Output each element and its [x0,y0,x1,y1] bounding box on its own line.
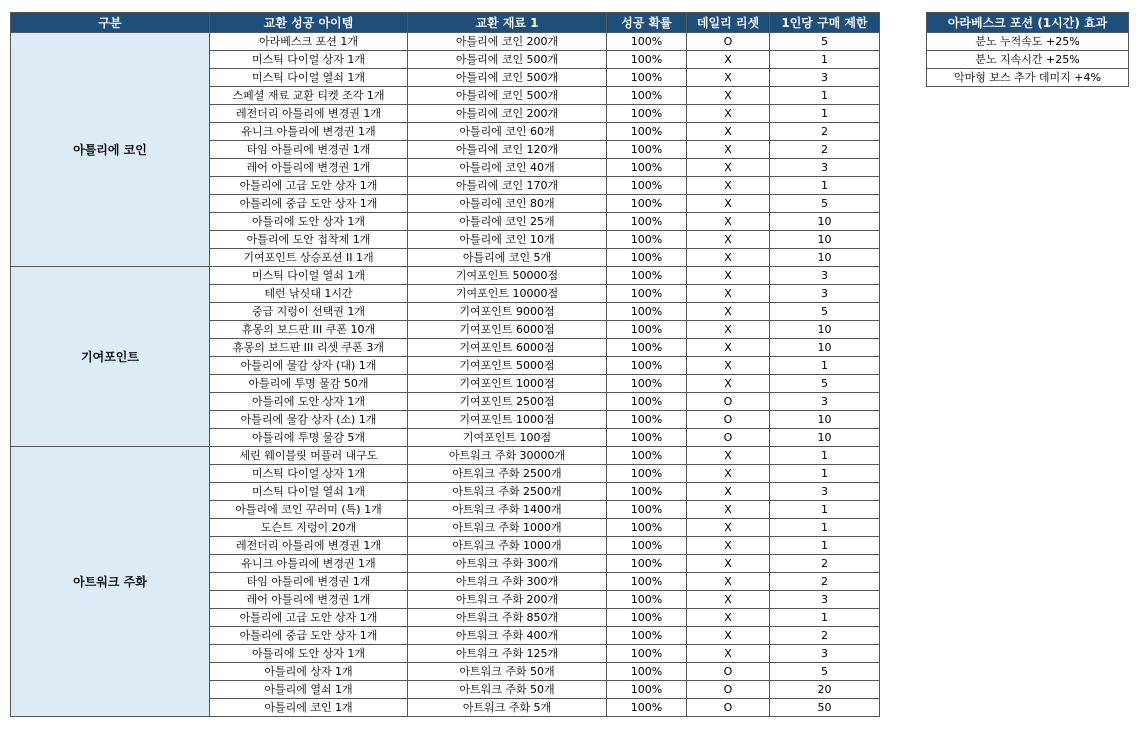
table-row [11,267,880,285]
daily-reset-cell: X [687,375,770,393]
exchange-item-cell: 테런 낚싯대 1시간 [210,285,408,303]
success-rate-cell: 100% [607,213,687,231]
success-rate-cell: 100% [607,177,687,195]
purchase-limit-cell: 1 [770,51,880,69]
purchase-limit-cell: 3 [770,591,880,609]
potion-effect-table [926,12,1129,87]
success-rate-cell: 100% [607,573,687,591]
success-rate-cell: 100% [607,501,687,519]
exchange-item-cell: 기여포인트 상승포션 II 1개 [210,249,408,267]
exchange-item-cell: 아틀리에 도안 접착제 1개 [210,231,408,249]
purchase-limit-cell: 10 [770,249,880,267]
potion-effect-header: 아라베스크 포션 (1시간) 효과 [927,13,1129,33]
success-rate-cell: 100% [607,519,687,537]
exchange-item-cell: 미스틱 다이얼 상자 1개 [210,465,408,483]
exchange-item-cell: 아틀리에 도안 상자 1개 [210,213,408,231]
potion-effect-row [927,69,1129,87]
exchange-item-cell: 레전더리 아틀리에 변경권 1개 [210,537,408,555]
purchase-limit-cell: 2 [770,555,880,573]
purchase-limit-cell: 10 [770,429,880,447]
material-cell: 아틀리에 코인 40개 [408,159,607,177]
daily-reset-cell: X [687,195,770,213]
material-cell: 기여포인트 100점 [408,429,607,447]
success-rate-cell: 100% [607,69,687,87]
purchase-limit-cell: 1 [770,357,880,375]
material-cell: 아틀리에 코인 200개 [408,105,607,123]
material-cell: 아틀리에 코인 10개 [408,231,607,249]
purchase-limit-cell: 3 [770,645,880,663]
exchange-item-cell: 아틀리에 코인 1개 [210,699,408,717]
material-cell: 기여포인트 6000점 [408,339,607,357]
exchange-item-cell: 스페셜 재료 교환 티켓 조각 1개 [210,87,408,105]
purchase-limit-cell: 3 [770,267,880,285]
success-rate-cell: 100% [607,321,687,339]
purchase-limit-cell: 3 [770,285,880,303]
daily-reset-cell: X [687,537,770,555]
material-cell: 아트워크 주화 1000개 [408,537,607,555]
purchase-limit-cell: 2 [770,573,880,591]
exchange-item-cell: 아틀리에 투명 물감 50개 [210,375,408,393]
exchange-item-cell: 유니크 아틀리에 변경권 1개 [210,555,408,573]
category-cell: 기여포인트 [11,267,210,447]
material-cell: 아틀리에 코인 500개 [408,69,607,87]
success-rate-cell: 100% [607,285,687,303]
daily-reset-cell: X [687,573,770,591]
purchase-limit-cell: 10 [770,339,880,357]
material-cell: 아틀리에 코인 80개 [408,195,607,213]
exchange-item-cell: 아틀리에 고급 도안 상자 1개 [210,609,408,627]
daily-reset-cell: X [687,645,770,663]
purchase-limit-cell: 5 [770,33,880,51]
potion-effect-row [927,51,1129,69]
daily-reset-cell: X [687,465,770,483]
purchase-limit-cell: 10 [770,213,880,231]
header-category: 구분 [11,13,210,33]
exchange-table [10,12,880,717]
material-cell: 아트워크 주화 300개 [408,555,607,573]
exchange-table-body [11,33,880,717]
header-exchange-item: 교환 성공 아이템 [210,13,408,33]
material-cell: 기여포인트 1000점 [408,375,607,393]
exchange-item-cell: 타임 아틀리에 변경권 1개 [210,573,408,591]
success-rate-cell: 100% [607,447,687,465]
potion-effect-cell: 분노 지속시간 +25% [927,51,1129,69]
success-rate-cell: 100% [607,33,687,51]
daily-reset-cell: X [687,177,770,195]
material-cell: 아틀리에 코인 5개 [408,249,607,267]
material-cell: 기여포인트 50000점 [408,267,607,285]
daily-reset-cell: X [687,69,770,87]
table-row [11,447,880,465]
success-rate-cell: 100% [607,627,687,645]
material-cell: 아트워크 주화 50개 [408,663,607,681]
exchange-item-cell: 미스틱 다이얼 열쇠 1개 [210,69,408,87]
daily-reset-cell: X [687,159,770,177]
daily-reset-cell: O [687,393,770,411]
exchange-item-cell: 아틀리에 중급 도안 상자 1개 [210,627,408,645]
exchange-item-cell: 레전더리 아틀리에 변경권 1개 [210,105,408,123]
success-rate-cell: 100% [607,591,687,609]
exchange-item-cell: 레어 아틀리에 변경권 1개 [210,591,408,609]
daily-reset-cell: X [687,357,770,375]
daily-reset-cell: X [687,501,770,519]
daily-reset-cell: X [687,51,770,69]
purchase-limit-cell: 1 [770,537,880,555]
potion-effect-body [927,33,1129,87]
success-rate-cell: 100% [607,483,687,501]
material-cell: 아트워크 주화 850개 [408,609,607,627]
daily-reset-cell: X [687,519,770,537]
category-cell: 아트워크 주화 [11,447,210,717]
purchase-limit-cell: 1 [770,447,880,465]
success-rate-cell: 100% [607,663,687,681]
daily-reset-cell: X [687,447,770,465]
material-cell: 아틀리에 코인 25개 [408,213,607,231]
material-cell: 아틀리에 코인 120개 [408,141,607,159]
material-cell: 아트워크 주화 200개 [408,591,607,609]
daily-reset-cell: O [687,663,770,681]
success-rate-cell: 100% [607,609,687,627]
material-cell: 아틀리에 코인 60개 [408,123,607,141]
success-rate-cell: 100% [607,393,687,411]
exchange-item-cell: 아라베스크 포션 1개 [210,33,408,51]
purchase-limit-cell: 5 [770,303,880,321]
material-cell: 아틀리에 코인 170개 [408,177,607,195]
header-success-rate: 성공 확률 [607,13,687,33]
daily-reset-cell: X [687,231,770,249]
purchase-limit-cell: 5 [770,663,880,681]
success-rate-cell: 100% [607,681,687,699]
daily-reset-cell: O [687,699,770,717]
material-cell: 기여포인트 2500점 [408,393,607,411]
material-cell: 아트워크 주화 30000개 [408,447,607,465]
exchange-item-cell: 휴몽의 보드판 III 리셋 쿠폰 3개 [210,339,408,357]
material-cell: 아트워크 주화 50개 [408,681,607,699]
material-cell: 아틀리에 코인 500개 [408,87,607,105]
exchange-item-cell: 아틀리에 물감 상자 (소) 1개 [210,411,408,429]
exchange-item-cell: 아틀리에 중급 도안 상자 1개 [210,195,408,213]
purchase-limit-cell: 5 [770,375,880,393]
purchase-limit-cell: 1 [770,519,880,537]
daily-reset-cell: X [687,609,770,627]
daily-reset-cell: X [687,249,770,267]
success-rate-cell: 100% [607,375,687,393]
success-rate-cell: 100% [607,411,687,429]
purchase-limit-cell: 3 [770,159,880,177]
header-purchase-limit: 1인당 구매 제한 [770,13,880,33]
daily-reset-cell: O [687,411,770,429]
success-rate-cell: 100% [607,303,687,321]
purchase-limit-cell: 1 [770,177,880,195]
success-rate-cell: 100% [607,645,687,663]
category-cell: 아틀리에 코인 [11,33,210,267]
daily-reset-cell: X [687,213,770,231]
purchase-limit-cell: 3 [770,393,880,411]
exchange-item-cell: 도슨트 지렁이 20개 [210,519,408,537]
success-rate-cell: 100% [607,105,687,123]
exchange-table-header-row [11,13,880,33]
success-rate-cell: 100% [607,195,687,213]
exchange-item-cell: 중급 지렁이 선택권 1개 [210,303,408,321]
exchange-item-cell: 미스틱 다이얼 열쇠 1개 [210,483,408,501]
success-rate-cell: 100% [607,429,687,447]
material-cell: 아트워크 주화 1400개 [408,501,607,519]
potion-effect-row [927,33,1129,51]
material-cell: 기여포인트 9000점 [408,303,607,321]
daily-reset-cell: X [687,105,770,123]
purchase-limit-cell: 3 [770,69,880,87]
daily-reset-cell: X [687,141,770,159]
daily-reset-cell: O [687,429,770,447]
success-rate-cell: 100% [607,555,687,573]
exchange-item-cell: 레어 아틀리에 변경권 1개 [210,159,408,177]
daily-reset-cell: X [687,339,770,357]
purchase-limit-cell: 10 [770,321,880,339]
material-cell: 아트워크 주화 125개 [408,645,607,663]
purchase-limit-cell: 10 [770,411,880,429]
purchase-limit-cell: 2 [770,627,880,645]
table-row [11,33,880,51]
success-rate-cell: 100% [607,87,687,105]
exchange-item-cell: 유니크 아틀리에 변경권 1개 [210,123,408,141]
purchase-limit-cell: 50 [770,699,880,717]
success-rate-cell: 100% [607,123,687,141]
header-material: 교환 재료 1 [408,13,607,33]
exchange-item-cell: 아틀리에 열쇠 1개 [210,681,408,699]
potion-effect-cell: 악마형 보스 추가 데미지 +4% [927,69,1129,87]
exchange-item-cell: 아틀리에 고급 도안 상자 1개 [210,177,408,195]
exchange-item-cell: 아틀리에 도안 상자 1개 [210,645,408,663]
purchase-limit-cell: 3 [770,483,880,501]
material-cell: 기여포인트 10000점 [408,285,607,303]
material-cell: 아틀리에 코인 500개 [408,51,607,69]
header-daily-reset: 데일리 리셋 [687,13,770,33]
daily-reset-cell: O [687,33,770,51]
exchange-item-cell: 휴몽의 보드판 III 쿠폰 10개 [210,321,408,339]
material-cell: 아트워크 주화 1000개 [408,519,607,537]
material-cell: 기여포인트 1000점 [408,411,607,429]
exchange-item-cell: 아틀리에 투명 물감 5개 [210,429,408,447]
purchase-limit-cell: 1 [770,465,880,483]
daily-reset-cell: X [687,303,770,321]
purchase-limit-cell: 10 [770,231,880,249]
success-rate-cell: 100% [607,699,687,717]
success-rate-cell: 100% [607,249,687,267]
purchase-limit-cell: 5 [770,195,880,213]
material-cell: 기여포인트 5000점 [408,357,607,375]
daily-reset-cell: X [687,321,770,339]
exchange-item-cell: 타임 아틀리에 변경권 1개 [210,141,408,159]
purchase-limit-cell: 1 [770,105,880,123]
success-rate-cell: 100% [607,267,687,285]
daily-reset-cell: X [687,123,770,141]
daily-reset-cell: X [687,285,770,303]
purchase-limit-cell: 1 [770,609,880,627]
material-cell: 아트워크 주화 5개 [408,699,607,717]
success-rate-cell: 100% [607,339,687,357]
exchange-item-cell: 세린 웨이블릿 머플러 내구도 [210,447,408,465]
daily-reset-cell: X [687,627,770,645]
success-rate-cell: 100% [607,51,687,69]
material-cell: 아트워크 주화 2500개 [408,465,607,483]
daily-reset-cell: X [687,267,770,285]
material-cell: 아틀리에 코인 200개 [408,33,607,51]
daily-reset-cell: X [687,483,770,501]
purchase-limit-cell: 2 [770,123,880,141]
daily-reset-cell: O [687,681,770,699]
purchase-limit-cell: 1 [770,87,880,105]
potion-effect-cell: 분노 누적속도 +25% [927,33,1129,51]
success-rate-cell: 100% [607,141,687,159]
success-rate-cell: 100% [607,465,687,483]
exchange-item-cell: 아틀리에 도안 상자 1개 [210,393,408,411]
purchase-limit-cell: 2 [770,141,880,159]
material-cell: 아트워크 주화 2500개 [408,483,607,501]
exchange-item-cell: 미스틱 다이얼 상자 1개 [210,51,408,69]
purchase-limit-cell: 1 [770,501,880,519]
daily-reset-cell: X [687,591,770,609]
exchange-item-cell: 아틀리에 상자 1개 [210,663,408,681]
exchange-item-cell: 아틀리에 코인 꾸러미 (특) 1개 [210,501,408,519]
success-rate-cell: 100% [607,231,687,249]
material-cell: 아트워크 주화 300개 [408,573,607,591]
material-cell: 아트워크 주화 400개 [408,627,607,645]
daily-reset-cell: X [687,87,770,105]
success-rate-cell: 100% [607,159,687,177]
purchase-limit-cell: 20 [770,681,880,699]
daily-reset-cell: X [687,555,770,573]
potion-effect-header-row [927,13,1129,33]
exchange-item-cell: 아틀리에 물감 상자 (대) 1개 [210,357,408,375]
success-rate-cell: 100% [607,537,687,555]
success-rate-cell: 100% [607,357,687,375]
exchange-item-cell: 미스틱 다이얼 열쇠 1개 [210,267,408,285]
material-cell: 기여포인트 6000점 [408,321,607,339]
